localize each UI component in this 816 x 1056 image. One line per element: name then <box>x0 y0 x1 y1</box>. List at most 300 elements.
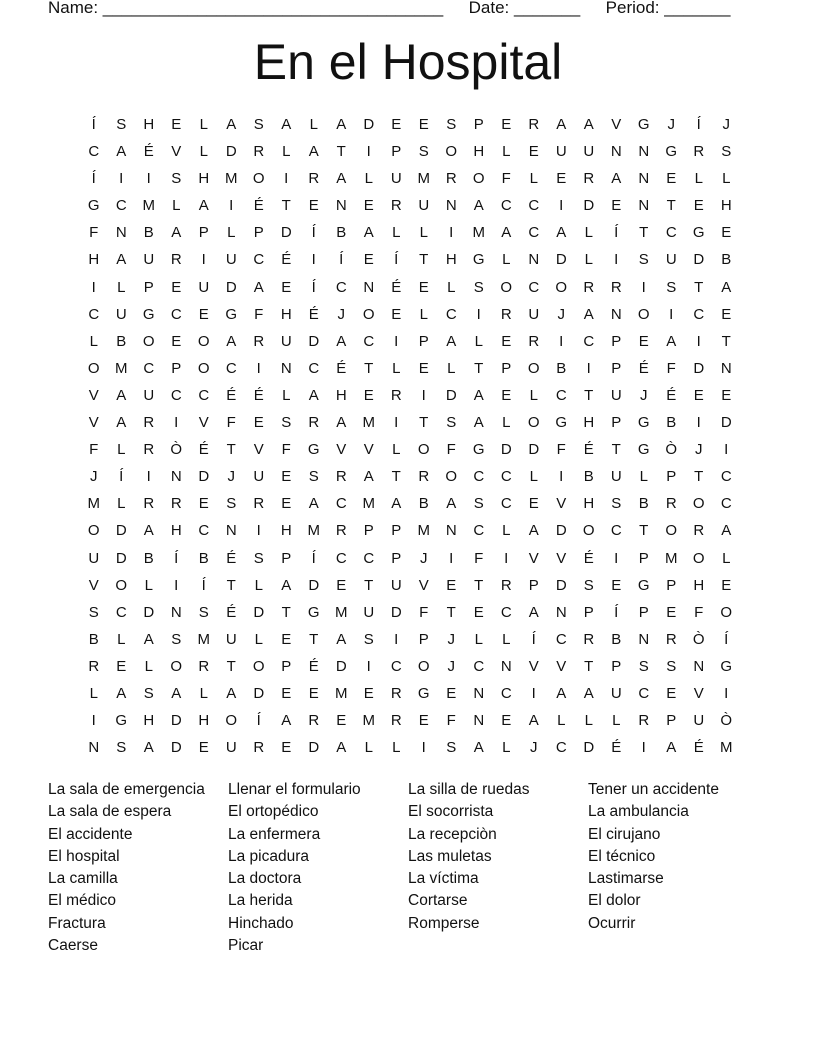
grid-letter: F <box>89 441 99 459</box>
grid-letter: L <box>529 468 538 486</box>
grid-letter: Ò <box>665 441 678 459</box>
grid-letter: O <box>87 359 100 377</box>
grid-letter: A <box>116 143 127 161</box>
grid-letter: C <box>500 684 512 702</box>
grid-letter: A <box>528 712 539 730</box>
grid-letter: I <box>476 305 481 323</box>
grid-letter: E <box>418 116 429 133</box>
grid-row <box>80 572 740 599</box>
grid-letter: R <box>528 116 540 133</box>
grid-letter: U <box>225 251 237 269</box>
grid-letter: N <box>473 712 485 730</box>
grid-letter: O <box>500 278 513 296</box>
grid-letter: E <box>721 386 732 404</box>
grid-letter: O <box>527 359 540 377</box>
grid-row <box>80 599 740 626</box>
grid-letter: I <box>256 522 261 540</box>
grid-letter: A <box>336 116 347 133</box>
grid-letter: C <box>198 386 210 404</box>
word-item: Fractura <box>48 914 106 932</box>
grid-letter: Í <box>531 630 536 648</box>
grid-letter: H <box>445 251 457 269</box>
grid-row <box>80 382 740 409</box>
grid-letter: T <box>364 576 374 594</box>
grid-letter: S <box>446 739 457 757</box>
grid-letter: B <box>116 332 127 350</box>
grid-letter: A <box>336 170 347 188</box>
grid-letter: D <box>555 251 567 269</box>
grid-letter: A <box>556 684 567 702</box>
grid-letter: L <box>502 251 511 269</box>
grid-letter: H <box>583 414 595 432</box>
grid-letter: V <box>693 684 704 702</box>
grid-letter: G <box>472 441 485 459</box>
grid-letter: S <box>116 739 127 757</box>
grid-letter: C <box>88 305 100 323</box>
grid-letter: H <box>143 116 155 133</box>
grid-letter: E <box>721 305 732 323</box>
grid-letter: E <box>281 468 292 486</box>
grid-letter: E <box>308 197 319 215</box>
grid-letter: L <box>309 116 318 133</box>
grid-letter: J <box>337 305 345 323</box>
grid-letter: J <box>447 657 455 675</box>
grid-letter: I <box>421 386 426 404</box>
grid-letter: A <box>556 224 567 242</box>
grid-letter: I <box>696 332 701 350</box>
grid-letter: D <box>363 116 375 133</box>
grid-letter: M <box>417 170 430 188</box>
grid-letter: A <box>171 684 182 702</box>
grid-letter: I <box>696 414 701 432</box>
grid-letter: L <box>502 414 511 432</box>
grid-letter: E <box>611 197 622 215</box>
grid-letter: A <box>721 278 732 296</box>
grid-letter: R <box>528 332 540 350</box>
grid-letter: A <box>473 414 484 432</box>
word-item: La silla de ruedas <box>408 781 530 798</box>
grid-letter: N <box>88 739 100 757</box>
grid-letter: A <box>226 116 237 133</box>
grid-letter: P <box>666 712 677 730</box>
grid-letter: U <box>225 630 237 648</box>
grid-letter: R <box>143 441 155 459</box>
word-item: La enfermera <box>228 825 321 843</box>
grid-letter: B <box>721 251 732 269</box>
grid-letter: J <box>530 739 538 757</box>
grid-letter: D <box>445 386 457 404</box>
word-item: La doctora <box>228 870 302 888</box>
grid-letter: R <box>253 143 265 161</box>
grid-letter: T <box>446 603 456 621</box>
grid-row <box>80 301 740 328</box>
grid-letter: S <box>253 549 264 567</box>
grid-letter: S <box>418 143 429 161</box>
grid-letter: T <box>391 468 401 486</box>
grid-letter: C <box>473 657 485 675</box>
grid-letter: D <box>583 739 595 757</box>
grid-letter: C <box>473 522 485 540</box>
grid-letter: É <box>308 305 319 323</box>
grid-letter: D <box>170 712 182 730</box>
grid-letter: U <box>198 278 210 296</box>
grid-letter: U <box>280 332 292 350</box>
grid-row <box>80 246 740 273</box>
grid-letter: A <box>583 305 594 323</box>
grid-letter: U <box>555 143 567 161</box>
grid-letter: O <box>417 657 430 675</box>
grid-letter: D <box>555 576 567 594</box>
grid-letter: E <box>171 116 182 133</box>
grid-letter: T <box>226 576 236 594</box>
word-item: Tener un accidente <box>588 781 719 798</box>
grid-letter: S <box>253 116 264 133</box>
grid-letter: S <box>583 576 594 594</box>
grid-letter: U <box>610 386 622 404</box>
grid-letter: T <box>584 386 594 404</box>
grid-letter: E <box>171 332 182 350</box>
grid-letter: M <box>115 359 128 377</box>
grid-row <box>80 490 740 517</box>
grid-letter: L <box>584 224 593 242</box>
grid-letter: A <box>171 224 182 242</box>
grid-letter: L <box>172 197 181 215</box>
grid-letter: R <box>500 305 512 323</box>
grid-letter: A <box>446 332 457 350</box>
grid-letter: A <box>281 116 292 133</box>
grid-letter: B <box>418 495 429 513</box>
grid-letter: L <box>584 712 593 730</box>
grid-letter: N <box>528 251 540 269</box>
grid-letter: R <box>170 495 182 513</box>
grid-letter: C <box>363 332 375 350</box>
grid-letter: V <box>418 576 429 594</box>
grid-letter: U <box>665 251 677 269</box>
grid-letter: T <box>474 576 484 594</box>
word-item: El accidente <box>48 825 133 843</box>
grid-letter: D <box>693 251 705 269</box>
grid-letter: H <box>280 522 292 540</box>
word-item: Hinchado <box>228 914 294 932</box>
grid-letter: L <box>117 278 126 296</box>
grid-letter: G <box>637 441 650 459</box>
date-field-label: Date: _______ <box>468 0 581 17</box>
grid-letter: E <box>638 332 649 350</box>
grid-letter: D <box>170 739 182 757</box>
grid-letter: L <box>419 305 428 323</box>
grid-letter: A <box>528 522 539 540</box>
grid-letter: E <box>528 143 539 161</box>
grid-letter: R <box>253 495 265 513</box>
grid-letter: U <box>225 739 237 757</box>
grid-letter: O <box>445 468 458 486</box>
grid-letter: D <box>225 143 237 161</box>
grid-letter: R <box>253 332 265 350</box>
grid-letter: É <box>226 549 237 567</box>
grid-letter: N <box>638 170 650 188</box>
grid-letter: F <box>666 359 676 377</box>
grid-letter: Í <box>339 251 344 269</box>
grid-letter: V <box>198 414 209 432</box>
grid-letter: A <box>308 143 319 161</box>
grid-letter: E <box>391 305 402 323</box>
grid-letter: R <box>583 630 595 648</box>
grid-letter: B <box>638 495 649 513</box>
period-field-label: Period: _______ <box>605 0 731 17</box>
grid-letter: A <box>583 684 594 702</box>
grid-letter: G <box>142 305 155 323</box>
grid-letter: U <box>363 603 375 621</box>
grid-letter: E <box>693 386 704 404</box>
grid-letter: I <box>614 549 619 567</box>
grid-letter: A <box>501 224 512 242</box>
word-item: La sala de espera <box>48 803 172 821</box>
grid-letter: Í <box>91 116 96 133</box>
grid-letter: A <box>308 386 319 404</box>
grid-letter: C <box>555 630 567 648</box>
grid-letter: D <box>253 684 265 702</box>
grid-letter: E <box>363 386 374 404</box>
grid-letter: A <box>556 116 567 133</box>
grid-row <box>80 463 740 490</box>
grid-letter: N <box>115 224 127 242</box>
grid-letter: I <box>394 630 399 648</box>
grid-letter: U <box>418 197 430 215</box>
grid-row <box>80 355 740 382</box>
grid-letter: J <box>722 116 730 133</box>
grid-letter: N <box>638 630 650 648</box>
grid-letter: V <box>171 143 182 161</box>
grid-letter: H <box>583 495 595 513</box>
grid-letter: L <box>557 712 566 730</box>
grid-letter: M <box>720 739 733 757</box>
grid-letter: F <box>419 603 429 621</box>
grid-letter: P <box>611 332 622 350</box>
grid-letter: E <box>418 712 429 730</box>
grid-letter: A <box>143 630 154 648</box>
grid-letter: S <box>171 630 182 648</box>
grid-letter: S <box>281 414 292 432</box>
grid-letter: I <box>724 441 729 459</box>
grid-letter: D <box>335 657 347 675</box>
grid-letter: L <box>447 278 456 296</box>
grid-letter: Í <box>696 116 701 133</box>
grid-letter: O <box>445 143 458 161</box>
grid-letter: H <box>170 522 182 540</box>
grid-letter: T <box>309 630 319 648</box>
grid-letter: U <box>390 576 402 594</box>
grid-letter: É <box>143 143 154 161</box>
grid-letter: L <box>392 224 401 242</box>
grid-letter: P <box>391 143 402 161</box>
grid-letter: T <box>694 468 704 486</box>
grid-letter: G <box>87 197 100 215</box>
grid-letter: R <box>693 522 705 540</box>
grid-letter: N <box>170 603 182 621</box>
grid-letter: D <box>225 278 237 296</box>
grid-letter: A <box>226 332 237 350</box>
grid-letter: I <box>614 251 619 269</box>
grid-letter: É <box>583 441 594 459</box>
grid-letter: Í <box>394 251 399 269</box>
grid-letter: D <box>280 224 292 242</box>
grid-letter: C <box>170 305 182 323</box>
grid-letter: J <box>447 630 455 648</box>
grid-letter: L <box>722 170 731 188</box>
grid-letter: I <box>201 251 206 269</box>
grid-letter: V <box>528 657 539 675</box>
grid-letter: M <box>197 630 210 648</box>
grid-letter: E <box>336 576 347 594</box>
grid-row <box>80 626 740 653</box>
grid-letter: I <box>421 739 426 757</box>
grid-row <box>80 328 740 355</box>
grid-letter: S <box>638 657 649 675</box>
grid-letter: É <box>253 386 264 404</box>
grid-letter: N <box>638 197 650 215</box>
grid-letter: L <box>474 332 483 350</box>
grid-letter: N <box>335 197 347 215</box>
grid-letter: C <box>225 359 237 377</box>
grid-letter: I <box>586 359 591 377</box>
grid-letter: É <box>611 739 622 757</box>
grid-letter: R <box>308 414 320 432</box>
grid-letter: L <box>722 549 731 567</box>
grid-letter: F <box>254 305 264 323</box>
grid-letter: L <box>694 170 703 188</box>
grid-letter: G <box>115 712 128 730</box>
grid-letter: R <box>693 143 705 161</box>
grid-letter: R <box>335 468 347 486</box>
grid-letter: A <box>391 495 402 513</box>
grid-letter: R <box>253 739 265 757</box>
grid-letter: P <box>391 549 402 567</box>
grid-letter: H <box>280 305 292 323</box>
grid-letter: C <box>610 522 622 540</box>
grid-letter: R <box>445 170 457 188</box>
grid-letter: C <box>583 332 595 350</box>
grid-letter: P <box>281 549 292 567</box>
grid-letter: V <box>88 414 99 432</box>
word-item: Caerse <box>48 937 98 955</box>
grid-letter: L <box>144 657 153 675</box>
grid-letter: R <box>500 576 512 594</box>
grid-letter: E <box>721 224 732 242</box>
grid-letter: A <box>473 739 484 757</box>
grid-letter: L <box>502 522 511 540</box>
grid-letter: É <box>583 549 594 567</box>
grid-letter: T <box>584 657 594 675</box>
grid-letter: H <box>335 386 347 404</box>
word-item: La picadura <box>228 847 310 865</box>
grid-letter: G <box>555 414 568 432</box>
grid-letter: D <box>143 603 155 621</box>
grid-letter: F <box>501 170 511 188</box>
grid-letter: G <box>417 684 430 702</box>
word-column <box>48 779 228 957</box>
grid-letter: P <box>666 468 677 486</box>
grid-letter: P <box>583 603 594 621</box>
grid-letter: E <box>198 305 209 323</box>
grid-letter: F <box>694 603 704 621</box>
grid-letter: L <box>199 116 208 133</box>
grid-letter: I <box>559 332 564 350</box>
grid-letter: B <box>143 224 154 242</box>
grid-letter: S <box>226 495 237 513</box>
grid-letter: J <box>227 468 235 486</box>
grid-letter: R <box>170 251 182 269</box>
grid-letter: I <box>559 197 564 215</box>
grid-letter: G <box>307 441 320 459</box>
grid-letter: U <box>610 468 622 486</box>
grid-letter: U <box>143 251 155 269</box>
grid-letter: I <box>284 170 289 188</box>
grid-letter: C <box>363 549 375 567</box>
grid-letter: S <box>473 495 484 513</box>
grid-letter: E <box>501 116 512 133</box>
grid-letter: C <box>335 278 347 296</box>
grid-letter: E <box>308 684 319 702</box>
grid-letter: A <box>308 495 319 513</box>
grid-letter: B <box>143 549 154 567</box>
grid-letter: L <box>227 224 236 242</box>
grid-letter: P <box>281 657 292 675</box>
grid-letter: N <box>610 143 622 161</box>
grid-letter: C <box>555 739 567 757</box>
grid-letter: S <box>446 116 457 133</box>
grid-letter: I <box>641 739 646 757</box>
grid-letter: L <box>254 576 263 594</box>
grid-letter: T <box>474 359 484 377</box>
grid-letter: U <box>528 305 540 323</box>
grid-letter: P <box>528 576 539 594</box>
grid-letter: Ò <box>720 712 733 730</box>
grid-letter: L <box>199 684 208 702</box>
grid-letter: A <box>143 522 154 540</box>
grid-letter: D <box>555 522 567 540</box>
grid-letter: H <box>88 251 100 269</box>
grid-letter: S <box>171 170 182 188</box>
word-column <box>588 779 768 957</box>
grid-letter: O <box>197 359 210 377</box>
grid-letter: N <box>693 657 705 675</box>
grid-letter: Í <box>201 576 206 594</box>
grid-letter: C <box>88 143 100 161</box>
grid-letter: O <box>582 522 595 540</box>
grid-letter: G <box>307 603 320 621</box>
grid-letter: G <box>665 143 678 161</box>
grid-letter: N <box>610 305 622 323</box>
grid-letter: I <box>394 414 399 432</box>
grid-letter: M <box>362 414 375 432</box>
grid-letter: T <box>639 224 649 242</box>
grid-letter: A <box>446 495 457 513</box>
grid-letter: N <box>445 522 457 540</box>
grid-letter: G <box>637 576 650 594</box>
grid-letter: F <box>226 414 236 432</box>
grid-letter: L <box>117 441 126 459</box>
grid-letter: E <box>281 495 292 513</box>
grid-letter: P <box>638 603 649 621</box>
grid-letter: A <box>666 739 677 757</box>
grid-letter: E <box>253 414 264 432</box>
grid-letter: I <box>366 657 371 675</box>
grid-letter: L <box>392 359 401 377</box>
word-item: El socorrista <box>408 803 494 821</box>
grid-letter: C <box>115 603 127 621</box>
grid-letter: U <box>115 305 127 323</box>
grid-letter: R <box>418 468 430 486</box>
